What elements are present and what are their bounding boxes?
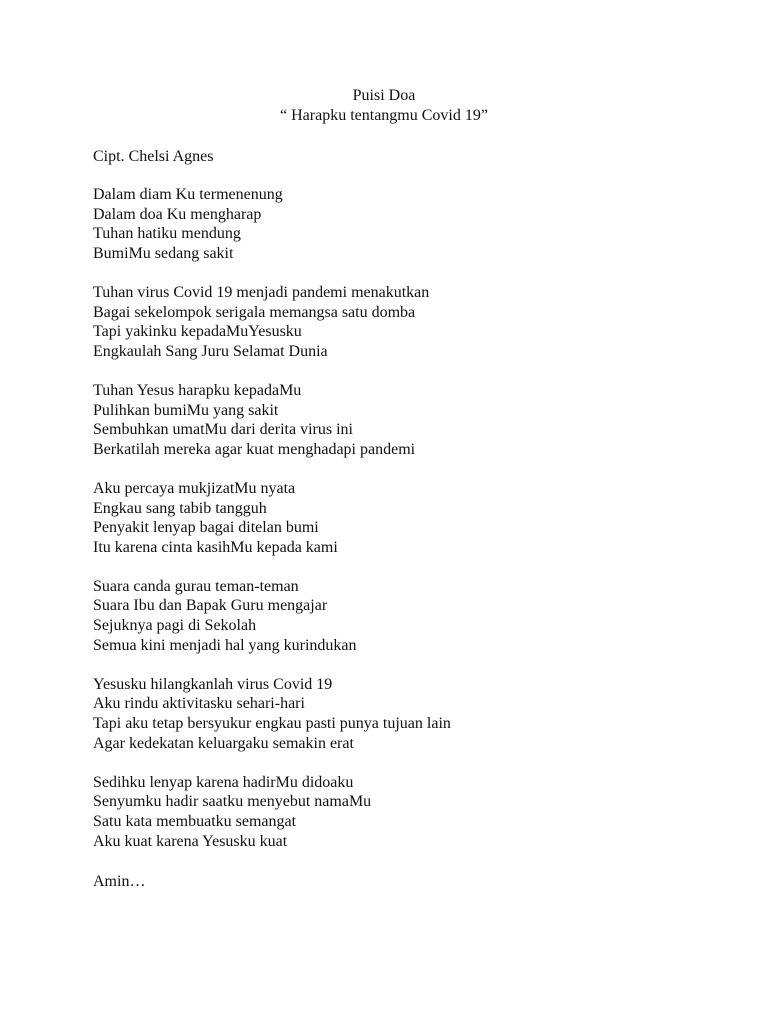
poem-line: Bagai sekelompok serigala memangsa satu domba: [93, 303, 416, 321]
stanza-3: [93, 381, 693, 459]
stanza-5: [93, 577, 693, 655]
poem-line: Aku rindu aktivitasku sehari-hari: [93, 695, 305, 713]
poem-author: Cipt. Chelsi Agnes: [93, 148, 214, 165]
stanza-1: [93, 185, 693, 263]
stanza-6: [93, 675, 693, 753]
stanza-4: [93, 479, 693, 557]
poem-line: Tuhan virus Covid 19 menjadi pandemi menakutkan: [93, 283, 430, 301]
poem-closing: Amin…: [93, 873, 146, 890]
poem-line: Tapi aku tetap bersyukur engkau pasti punya tujuan lain: [93, 715, 451, 733]
poem-line: Aku percaya mukjizatMu nyata: [93, 479, 296, 497]
poem-line: Semua kini menjadi hal yang kurindukan: [93, 636, 357, 654]
poem-line: Engkaulah Sang Juru Selamat Dunia: [93, 342, 328, 360]
poem-line: Tuhan Yesus harapku kepadaMu: [93, 381, 302, 399]
poem-title: “ Harapku tentangmu Covid 19”: [280, 107, 488, 124]
poem-line: Agar kedekatan keluargaku semakin erat: [93, 734, 354, 752]
stanza-2: [93, 283, 693, 361]
poem-line: Sembuhkan umatMu dari derita virus ini: [93, 421, 353, 439]
poem-line: Suara canda gurau teman-teman: [93, 577, 299, 595]
poem-line: Itu karena cinta kasihMu kepada kami: [93, 538, 338, 556]
poem-body: [93, 185, 693, 871]
poem-line: Aku kuat karena Yesusku kuat: [93, 832, 288, 850]
poem-line: BumiMu sedang sakit: [93, 244, 234, 262]
poem-title-block: [0, 86, 768, 126]
poem-line: Senyumku hadir saatku menyebut namaMu: [93, 793, 372, 811]
poem-line: Dalam diam Ku termenenung: [93, 186, 283, 203]
poem-line: Suara Ibu dan Bapak Guru mengajar: [93, 597, 328, 615]
poem-line: Tuhan hatiku mendung: [93, 225, 241, 243]
poem-line: Tapi yakinku kepadaMuYesusku: [93, 323, 302, 341]
poem-line: Yesusku hilangkanlah virus Covid 19: [93, 675, 333, 693]
poem-line: Dalam doa Ku mengharap: [93, 205, 262, 223]
poem-line: Sedihku lenyap karena hadirMu didoaku: [93, 773, 354, 791]
poem-line: Pulihkan bumiMu yang sakit: [93, 401, 279, 419]
poem-line: Berkatilah mereka agar kuat menghadapi pandemi: [93, 440, 416, 458]
poem-line: Sejuknya pagi di Sekolah: [93, 617, 257, 635]
poem-line: Penyakit lenyap bagai ditelan bumi: [93, 519, 319, 537]
poem-line: Satu kata membuatku semangat: [93, 813, 297, 830]
poem-line: Engkau sang tabib tangguh: [93, 499, 267, 517]
stanza-7: [93, 773, 693, 851]
poem-genre-title: Puisi Doa: [352, 87, 416, 104]
